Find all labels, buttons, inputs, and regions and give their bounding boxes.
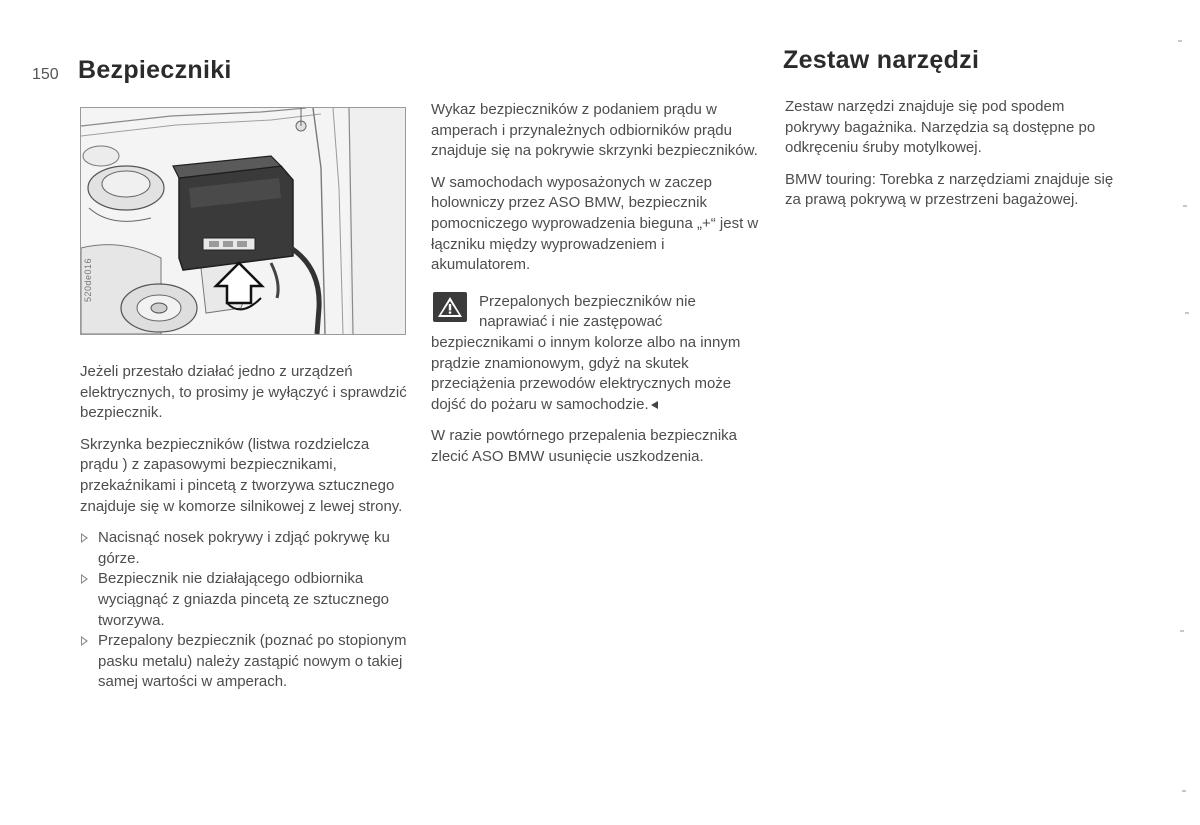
step-item	[80, 569, 410, 631]
paragraph: Skrzynka bezpieczników (listwa rozdzielcza prądu ) z zapasowymi bezpiecznikami, przekaźnikami i pincetą z tworzywa sztucznego znajduje się w komorze silnikowej z lewej strony.	[80, 435, 403, 515]
step-item	[80, 528, 410, 569]
bullet-triangle-icon	[82, 574, 89, 584]
warning-paragraph	[431, 292, 766, 416]
warning-icon	[433, 292, 467, 322]
bullet-triangle-icon	[82, 636, 89, 646]
step-text: Przepalony bezpiecznik (poznać po stopionym pasku metalu) należy zastąpić nowym o takiej samej wartości w amperach.	[98, 632, 407, 691]
steps-list	[80, 528, 410, 693]
scan-mark	[1185, 312, 1189, 314]
section-heading-toolkit: Zestaw narzędzi	[783, 46, 980, 74]
scan-mark	[1183, 205, 1187, 207]
end-of-section-icon	[651, 401, 658, 409]
paragraph: Jeżeli przestało działać jedno z urządzeń elektrycznych, to prosimy je wyłączyć i sprawdzić bezpiecznik.	[80, 363, 407, 422]
paragraph: W razie powtórnego przepalenia bezpiecznika zlecić ASO BMW usunięcie uszkodzenia.	[431, 427, 738, 465]
scan-mark	[1178, 40, 1182, 42]
bullet-triangle-icon	[82, 533, 89, 543]
scan-mark	[1180, 630, 1184, 632]
fuse-box-illustration	[80, 107, 406, 335]
paragraph: Zestaw narzędzi znajduje się pod spodem pokrywy bagażnika. Narzędzia są dostępne po odkręceniu śruby motylkowej.	[785, 98, 1096, 157]
fuse-box-drawing	[81, 108, 405, 334]
scan-mark	[1182, 790, 1186, 792]
paragraph: BMW touring: Torebka z narzędziami znajduje się za prawą pokrywą w przestrzeni bagażowej.	[785, 170, 1114, 209]
middle-column	[431, 100, 766, 479]
section-heading-fuses: Bezpieczniki	[78, 56, 232, 84]
paragraph: W samochodach wyposażonych w zaczep holowniczy przez ASO BMW, bezpiecznik pomocniczego wyprowadzenia bieguna „+“ jest w łączniku między wyprowadzeniem i akumulatorem.	[431, 173, 759, 274]
figure-code: 520de016	[83, 258, 93, 303]
step-text: Bezpiecznik nie działającego odbiornika wyciągnąć z gniazda pincetą ze sztucznego tworzywa.	[98, 570, 390, 629]
right-column	[785, 97, 1115, 222]
step-item	[80, 631, 410, 693]
step-text: Nacisnąć nosek pokrywy i zdjąć pokrywę ku górze.	[98, 529, 390, 567]
left-column	[80, 362, 410, 693]
paragraph: Wykaz bezpieczników z podaniem prądu w amperach i przynależnych odbiorników prądu znajduje się na pokrywie skrzynki bezpieczników.	[431, 101, 758, 160]
page-number: 150	[32, 66, 59, 83]
warning-notice	[431, 292, 766, 416]
warning-text: Przepalonych bezpieczników nie naprawiać i nie zastępować bezpiecznikami o innym kolorze albo na innym prądzie znamionowym, gdyż na skutek przeciążenia przewodów elektrycznych może dojść do pożaru w samochodzie.	[431, 292, 741, 413]
